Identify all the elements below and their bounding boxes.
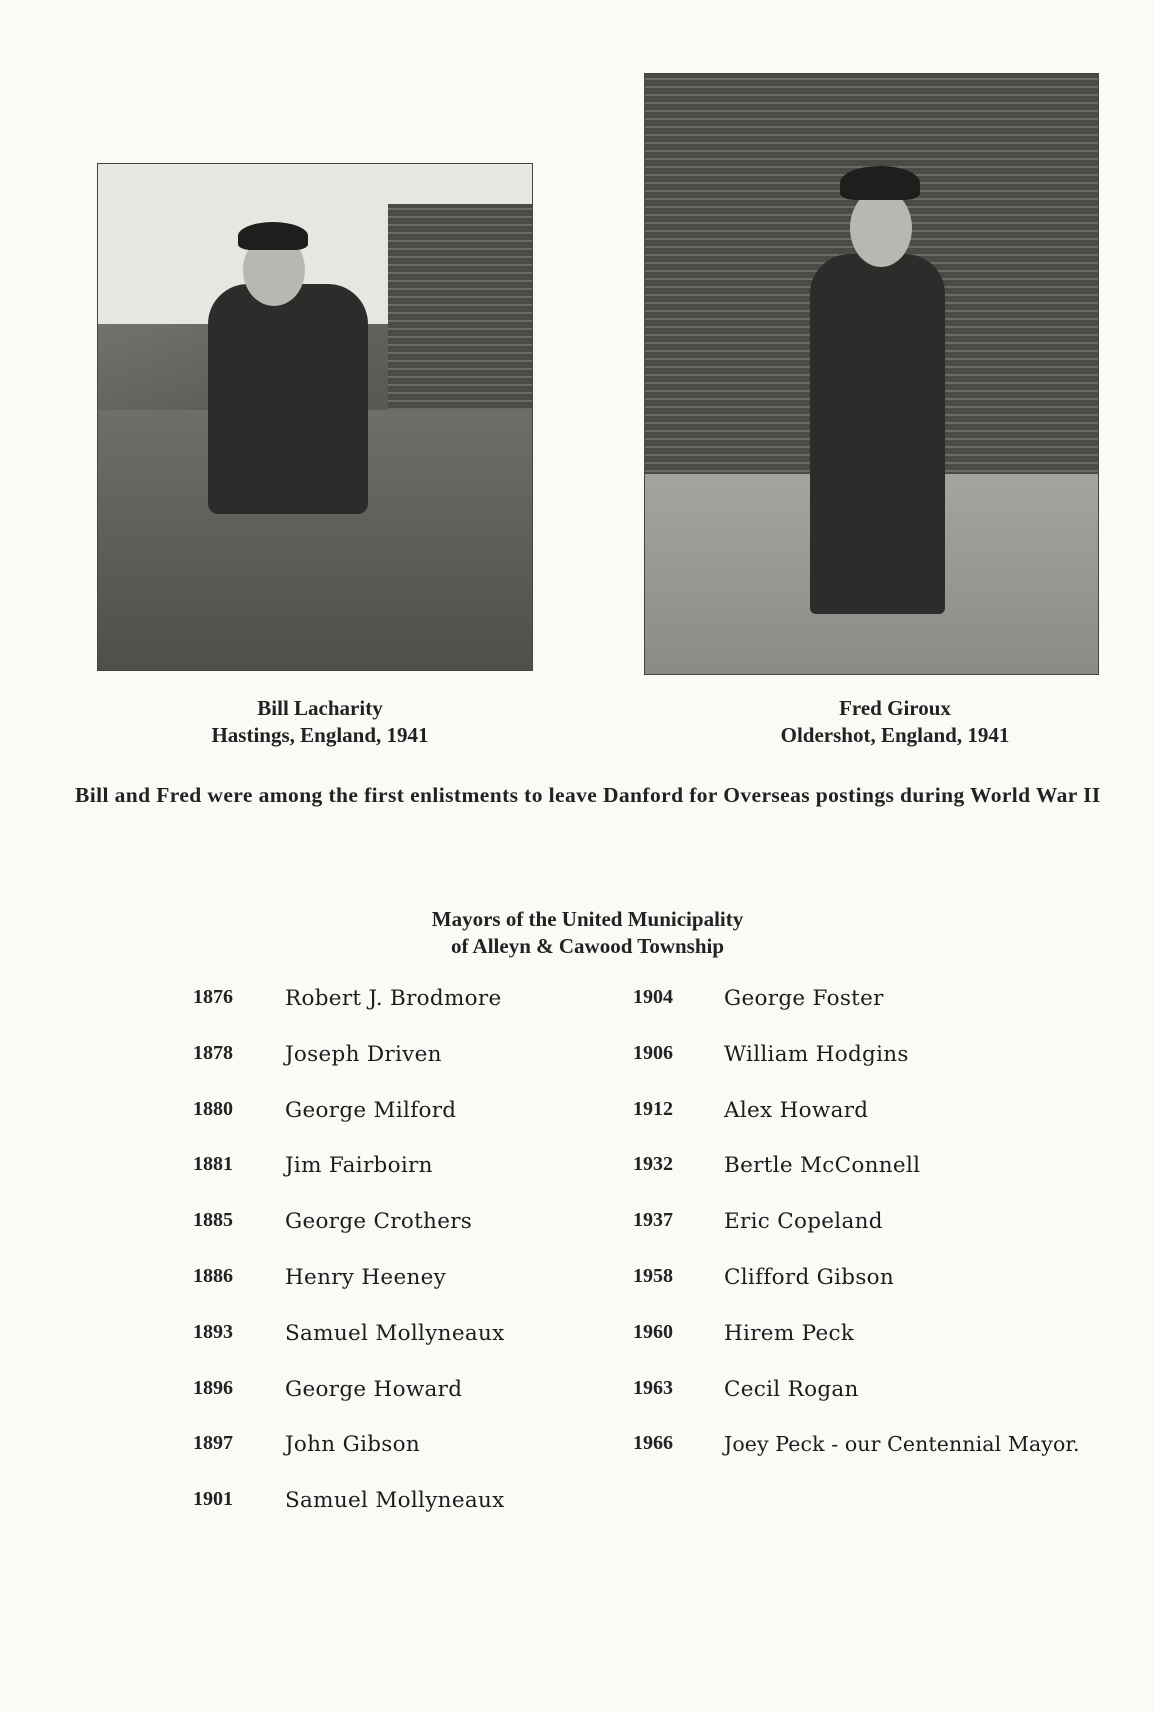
list-item [633,1321,1148,1377]
list-item [193,1377,583,1433]
mayor-year: 1893 [193,1320,233,1343]
mayors-title [0,906,1155,960]
mayor-year: 1963 [633,1376,673,1399]
list-item [193,1098,583,1154]
mayors-title-line1: Mayors of the United Municipality [431,907,744,931]
list-item [193,1042,583,1098]
caption-place: Hastings, England, 1941 [211,723,429,747]
mayor-name: Jim Fairboirn [285,1153,433,1179]
mayor-name: Joey Peck - our Centennial Mayor. [724,1432,1080,1457]
mayor-name: Alex Howard [724,1097,869,1123]
list-item [633,1098,1148,1154]
mayors-list-right [633,986,1148,1488]
mayor-name: Cecil Rogan [724,1376,859,1402]
mayor-year: 1958 [633,1264,673,1287]
mayor-year: 1901 [193,1488,233,1511]
mayor-name: Hirem Peck [724,1320,855,1346]
mayor-year: 1886 [193,1264,233,1287]
list-item [633,1042,1148,1098]
mayor-year: 1897 [193,1432,233,1455]
mayor-name: Eric Copeland [724,1209,883,1235]
mayor-year: 1932 [633,1153,673,1176]
list-item [193,1432,583,1488]
list-item [633,1377,1148,1433]
mayor-year: 1906 [633,1041,673,1064]
mayor-name: Samuel Mollyneaux [285,1488,505,1514]
mayor-year: 1881 [193,1153,233,1176]
list-item [193,1321,583,1377]
photo-caption-bill [160,695,480,749]
mayor-year: 1896 [193,1376,233,1399]
mayor-name: George Howard [285,1376,463,1402]
mayor-year: 1937 [633,1209,673,1232]
mayor-year: 1878 [193,1041,233,1064]
mayor-year: 1960 [633,1320,673,1343]
mayor-name: Joseph Driven [285,1041,442,1067]
mayor-year: 1966 [633,1432,673,1455]
mayor-name: Samuel Mollyneaux [285,1320,505,1346]
enlistment-note: Bill and Fred were among the first enlistments to leave Danford for Overseas postings during World War II [75,783,1101,807]
mayor-name: Robert J. Brodmore [285,986,502,1011]
photo-fred-giroux [644,73,1099,675]
mayor-name: George Foster [724,986,884,1011]
mayor-name: Henry Heeney [285,1264,447,1290]
list-item [633,1265,1148,1321]
mayor-name: Clifford Gibson [724,1264,895,1290]
mayor-year: 1904 [633,986,673,1008]
caption-place: Oldershot, England, 1941 [780,723,1010,747]
mayor-year: 1876 [193,986,233,1008]
list-item [633,1153,1148,1209]
mayor-name: George Crothers [285,1209,473,1235]
mayors-title-line2: of Alleyn & Cawood Township [450,934,725,958]
mayor-name: William Hodgins [724,1041,909,1067]
list-item [193,1153,583,1209]
mayor-name: George Milford [285,1097,457,1123]
list-item [193,986,583,1042]
mayor-name: John Gibson [285,1432,421,1458]
mayors-list-left [193,986,583,1544]
list-item [633,1432,1148,1488]
photo-bill-lacharity [97,163,533,671]
mayor-year: 1885 [193,1209,233,1232]
list-item [633,986,1148,1042]
list-item [633,1209,1148,1265]
list-item [193,1265,583,1321]
mayor-year: 1880 [193,1097,233,1120]
list-item [193,1209,583,1265]
photo-caption-fred [715,695,1075,749]
caption-name: Bill Lacharity [257,696,383,720]
mayor-year: 1912 [633,1097,673,1120]
mayor-name: Bertle McConnell [724,1153,921,1179]
caption-name: Fred Giroux [839,696,951,720]
list-item [193,1488,583,1544]
